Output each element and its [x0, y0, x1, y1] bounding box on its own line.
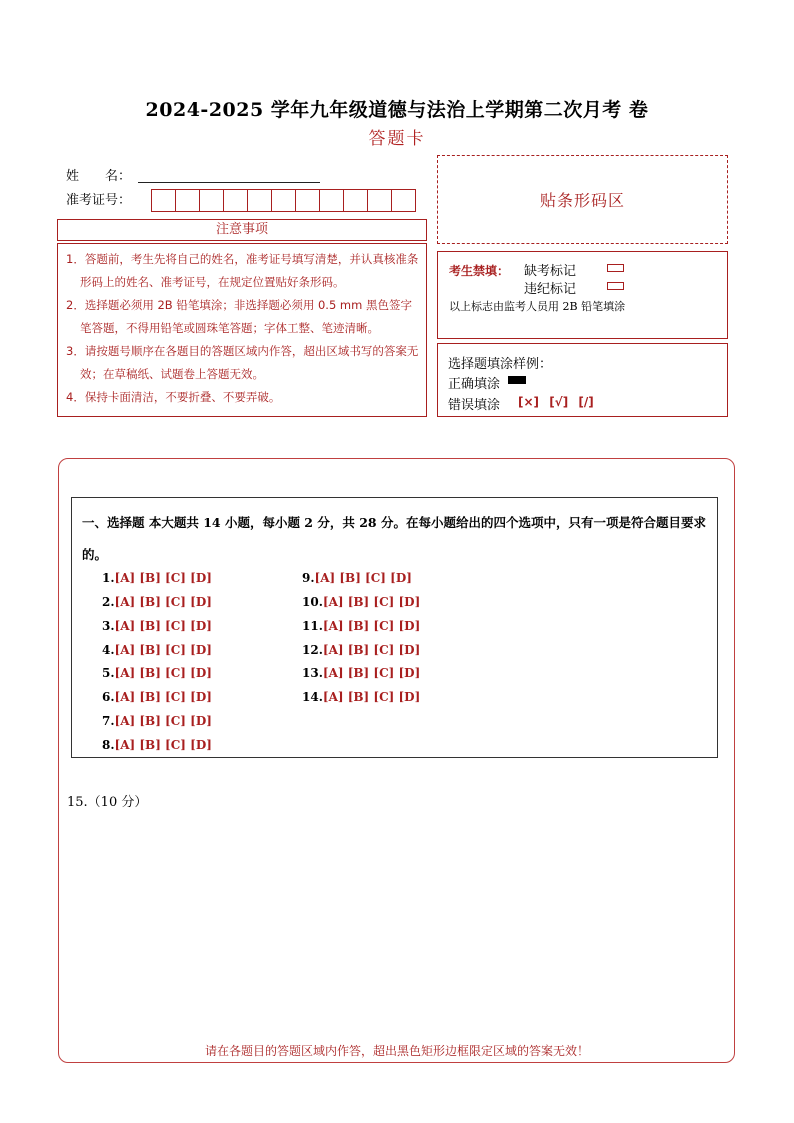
question-row[interactable]: [302, 666, 420, 680]
question-number: 2.: [102, 595, 115, 609]
correct-fill-mark: [508, 376, 526, 384]
absent-mark-label: 缺考标记: [524, 264, 577, 279]
exam-id-box[interactable]: [223, 189, 248, 212]
answer-options[interactable]: [A] [B] [C] [D]: [322, 619, 421, 633]
question-15-label: 15.（10 分）: [67, 795, 148, 810]
answer-options[interactable]: [A] [B] [C] [D]: [322, 595, 421, 609]
prohibited-note: 以上标志由监考人员用 2B 铅笔填涂: [449, 300, 626, 313]
question-row[interactable]: [102, 714, 212, 728]
question-number: 5.: [102, 666, 115, 680]
question-number: 3.: [102, 619, 115, 633]
question-number: 1.: [102, 571, 115, 585]
name-field[interactable]: [138, 181, 320, 183]
question-row[interactable]: [102, 571, 212, 585]
notes-list: [57, 243, 427, 417]
exam-id-box[interactable]: [175, 189, 200, 212]
question-number: 6.: [102, 690, 115, 704]
answer-options[interactable]: [A] [B] [C] [D]: [114, 666, 212, 680]
exam-id-box[interactable]: [271, 189, 296, 212]
question-row[interactable]: [102, 619, 212, 633]
question-row[interactable]: [302, 571, 412, 585]
violation-mark-box[interactable]: [607, 282, 624, 290]
question-number: 7.: [102, 714, 115, 728]
barcode-label: 贴条形码区: [539, 191, 625, 210]
answer-options[interactable]: [A] [B] [C] [D]: [114, 595, 212, 609]
answer-options[interactable]: [A] [B] [C] [D]: [114, 571, 212, 585]
note-item: 2．选择题必须用 2B 铅笔填涂；非选择题必须用 0.5 mm 黑色签字笔答题，不得用铅笔或圆珠笔答题；字体工整、笔迹清晰。: [66, 298, 412, 335]
section-heading: 一、选择题 本大题共 14 小题，每小题 2 分，共 28 分。在每小题给出的四个选项中，只有一项是符合题目要求的。: [82, 515, 706, 562]
exam-id-box[interactable]: [319, 189, 344, 212]
sample-title: 选择题填涂样例：: [448, 357, 553, 372]
answer-options[interactable]: [A] [B] [C] [D]: [114, 619, 212, 633]
answer-options[interactable]: [A] [B] [C] [D]: [322, 690, 421, 704]
footer-warning: 请在各题目的答题区域内作答，超出黑色矩形边框限定区域的答案无效！: [204, 1044, 589, 1058]
prohibited-label: 考生禁填：: [449, 264, 510, 278]
exam-id-box[interactable]: [391, 189, 416, 212]
name-label: 姓 名：: [66, 169, 132, 184]
wrong-fill-marks: [×] [√] [/]: [518, 395, 594, 409]
answer-options[interactable]: [A] [B] [C] [D]: [114, 643, 212, 657]
question-row[interactable]: [102, 643, 212, 657]
answer-options[interactable]: [A] [B] [C] [D]: [322, 643, 421, 657]
exam-id-label: 准考证号：: [66, 193, 132, 208]
question-row[interactable]: [302, 619, 420, 633]
exam-id-boxes[interactable]: [151, 189, 415, 212]
fill-sample-box: [437, 343, 728, 417]
question-row[interactable]: [102, 666, 212, 680]
page-subtitle: 答题卡: [368, 129, 426, 149]
question-row[interactable]: [302, 595, 420, 609]
question-row[interactable]: [102, 738, 212, 752]
exam-id-box[interactable]: [199, 189, 224, 212]
exam-id-box[interactable]: [151, 189, 176, 212]
multiple-choice-section: [71, 497, 718, 758]
question-number: 14.: [302, 690, 323, 704]
note-item: 3．请按题号顺序在各题目的答题区域内作答，超出区域书写的答案无效；在草稿纸、试题卷上答题无效。: [66, 344, 419, 381]
question-row[interactable]: [302, 643, 420, 657]
violation-mark-label: 违纪标记: [524, 282, 577, 297]
exam-id-box[interactable]: [343, 189, 368, 212]
answer-options[interactable]: [A] [B] [C] [D]: [114, 690, 212, 704]
barcode-area: [437, 155, 728, 244]
question-number: 9.: [302, 571, 315, 585]
wrong-fill-label: 错误填涂: [448, 398, 501, 413]
question-number: 12.: [302, 643, 323, 657]
note-item: 1．答题前，考生先将自己的姓名，准考证号填写清楚，并认真核准条形码上的姓名、准考证号，在规定位置贴好条形码。: [66, 252, 419, 289]
question-row[interactable]: [102, 595, 212, 609]
prohibited-box: [437, 251, 728, 339]
question-15-answer-area[interactable]: [66, 812, 726, 1032]
answer-options[interactable]: [A] [B] [C] [D]: [114, 714, 212, 728]
notes-title: 注意事项: [57, 219, 427, 241]
question-row[interactable]: [102, 690, 212, 704]
answer-options[interactable]: [A] [B] [C] [D]: [114, 738, 212, 752]
question-number: 13.: [302, 666, 323, 680]
exam-id-box[interactable]: [367, 189, 392, 212]
page-title: 2024-2025 学年九年级道德与法治上学期第二次月考 卷: [145, 99, 649, 121]
question-number: 4.: [102, 643, 115, 657]
question-number: 10.: [302, 595, 323, 609]
question-row[interactable]: [302, 690, 420, 704]
answer-options[interactable]: [A] [B] [C] [D]: [314, 571, 412, 585]
question-number: 8.: [102, 738, 115, 752]
exam-id-box[interactable]: [295, 189, 320, 212]
note-item: 4．保持卡面清洁，不要折叠、不要弄破。: [66, 390, 281, 404]
correct-fill-label: 正确填涂: [448, 377, 501, 392]
exam-id-box[interactable]: [247, 189, 272, 212]
question-number: 11.: [302, 619, 323, 633]
answer-options[interactable]: [A] [B] [C] [D]: [322, 666, 421, 680]
absent-mark-box[interactable]: [607, 264, 624, 272]
